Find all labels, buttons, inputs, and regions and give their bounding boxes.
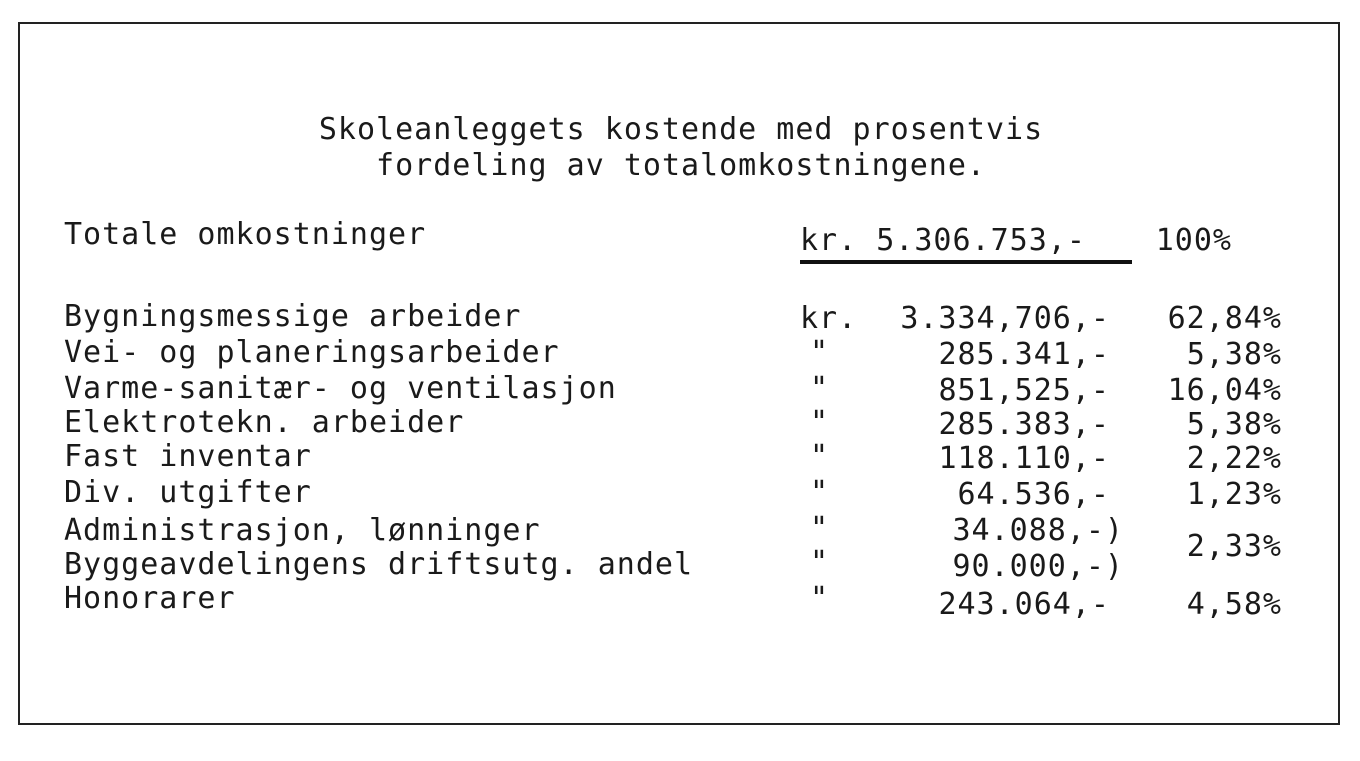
row-percent: 62,84%: [1167, 301, 1282, 336]
row-amount: 90.000,-): [952, 549, 1124, 584]
row-label: Vei- og planeringsarbeider: [64, 335, 560, 370]
row-prefix: ": [810, 371, 830, 406]
row-label: Elektrotekn. arbeider: [64, 405, 465, 440]
row-percent: 16,04%: [1167, 373, 1282, 408]
row-prefix: ": [810, 335, 830, 370]
total-percent: 100%: [1155, 223, 1232, 258]
row-label: Byggeavdelingens driftsutg. andel: [64, 547, 694, 582]
total-underline: [800, 260, 1132, 264]
row-amount: 64.536,-: [957, 477, 1110, 512]
row-prefix: ": [810, 511, 830, 546]
row-amount: 34.088,-): [952, 513, 1124, 548]
row-prefix: ": [810, 439, 830, 474]
total-amount: kr. 5.306.753,-: [800, 223, 1086, 258]
row-amount: 285.383,-: [938, 407, 1110, 442]
row-prefix: ": [810, 581, 830, 616]
row-prefix: ": [810, 475, 830, 510]
row-percent: 2,22%: [1186, 441, 1282, 476]
row-label: Bygningsmessige arbeider: [64, 299, 522, 334]
title-line-2: fordeling av totalomkostningene.: [376, 148, 986, 183]
row-amount: 851,525,-: [938, 373, 1110, 408]
row-percent: 5,38%: [1186, 337, 1282, 372]
combined-percent: 2,33%: [1186, 529, 1282, 564]
row-label: Varme-sanitær- og ventilasjon: [64, 371, 617, 406]
row-label: Administrasjon, lønninger: [64, 513, 541, 548]
row-amount: 3.334,706,-: [900, 301, 1110, 336]
row-prefix: kr.: [800, 301, 858, 336]
row-percent: 4,58%: [1186, 587, 1282, 622]
total-label: Totale omkostninger: [64, 217, 427, 252]
row-prefix: ": [810, 545, 830, 580]
row-label: Honorarer: [64, 581, 236, 616]
row-prefix: ": [810, 405, 830, 440]
row-label: Fast inventar: [64, 439, 312, 474]
row-percent: 5,38%: [1186, 407, 1282, 442]
row-amount: 285.341,-: [938, 337, 1110, 372]
row-amount: 243.064,-: [938, 587, 1110, 622]
row-label: Div. utgifter: [64, 475, 312, 510]
document-frame: [18, 22, 1340, 725]
row-percent: 1,23%: [1186, 477, 1282, 512]
title-line-1: Skoleanleggets kostende med prosentvis: [318, 112, 1044, 147]
row-amount: 118.110,-: [938, 441, 1110, 476]
